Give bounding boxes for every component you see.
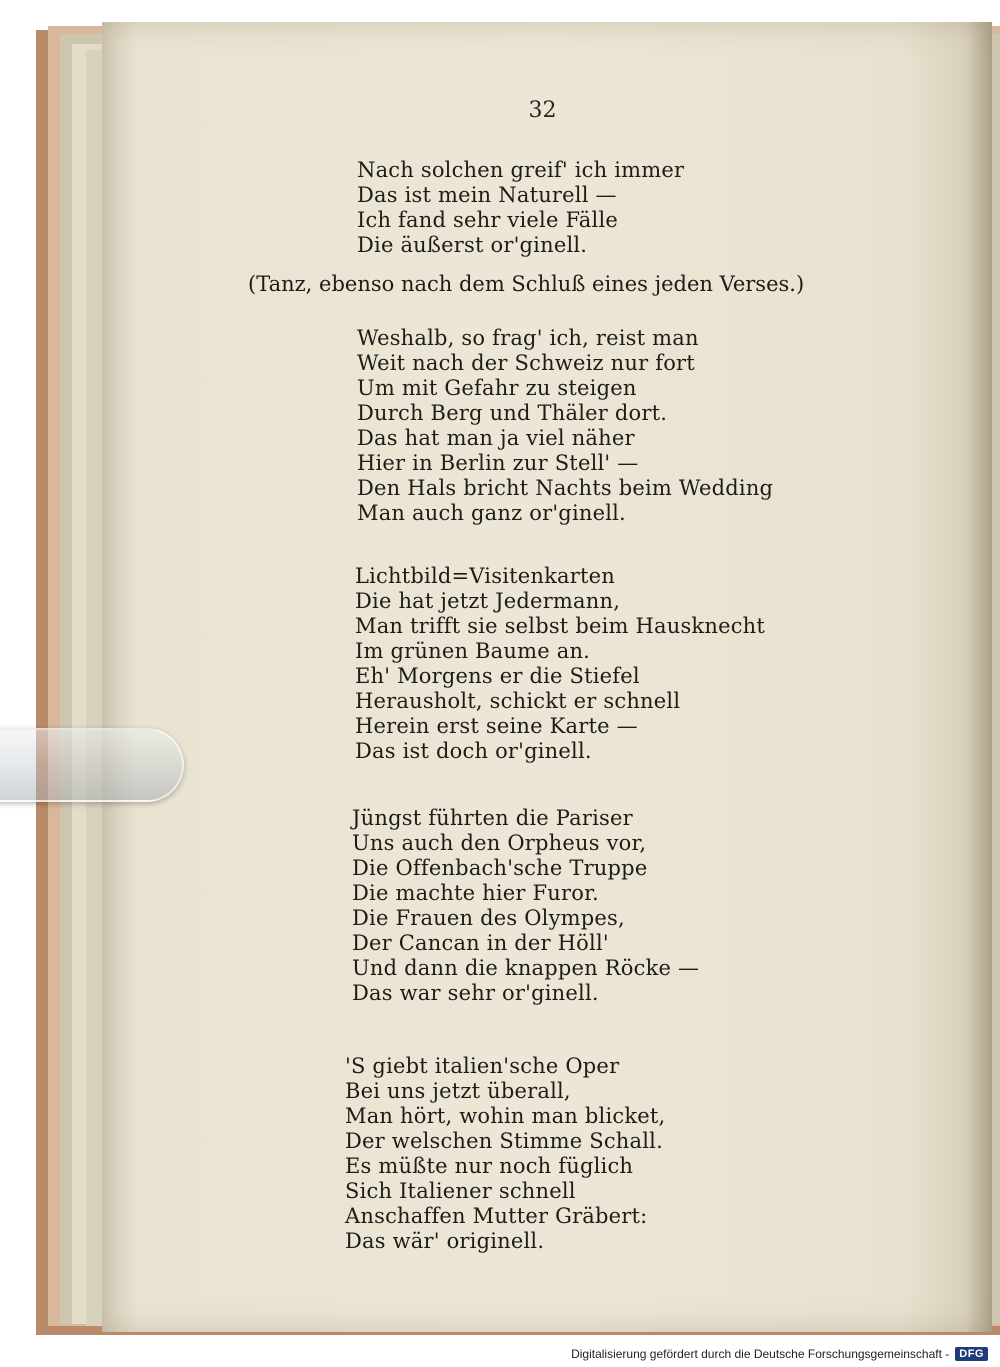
verse-line: Im grünen Baume an. [355,639,591,663]
verse-line: Lichtbild=Visitenkarten [355,564,615,588]
verse-line: 'S giebt italien'sche Oper [345,1054,620,1078]
verse-line: Durch Berg und Thäler dort. [357,401,668,425]
verse-line: Das war sehr or'ginell. [352,981,599,1005]
verse-line: Herausholt, schickt er schnell [355,689,681,713]
verse-line: Das wär' originell. [345,1229,545,1253]
verse-line: Bei uns jetzt überall, [345,1079,571,1103]
verse-line: Man trifft sie selbst beim Hausknecht [355,614,766,638]
verse-line: Weshalb, so frag' ich, reist man [357,326,699,350]
verse-line: Man auch ganz or'ginell. [357,501,626,525]
verse-line: Und dann die knappen Röcke — [352,956,700,980]
stanza-3 [355,564,765,764]
verse-line: Der welschen Stimme Schall. [345,1129,663,1153]
verse-line: Sich Italiener schnell [345,1179,576,1203]
verse-line: Die hat jetzt Jedermann, [355,589,621,613]
page-gutter [966,22,992,1332]
verse-line: Jüngst führten die Pariser [352,806,633,830]
stage-direction: (Tanz, ebenso nach dem Schluß eines jeden Verses.) [248,272,805,296]
verse-line: Weit nach der Schweiz nur fort [357,351,695,375]
verse-line: Das hat man ja viel näher [357,426,635,450]
verse-line: Man hört, wohin man blicket, [345,1104,666,1128]
verse-line: Die Offenbach'sche Truppe [352,856,648,880]
verse-line: Die machte hier Furor. [352,881,599,905]
page-number: 32 [528,98,557,123]
stanza-1 [357,158,684,258]
verse-line: Anschaffen Mutter Gräbert: [345,1204,648,1228]
stanza-5 [345,1054,665,1254]
stanza-4 [352,806,699,1006]
page-clip [0,728,184,802]
digitization-footer [571,1347,988,1361]
verse-line: Um mit Gefahr zu steigen [357,376,637,400]
verse-line: Das ist mein Naturell — [357,183,617,207]
verse-line: Nach solchen greif' ich immer [357,158,685,182]
dfg-logo: DFG [955,1347,988,1361]
verse-line: Uns auch den Orpheus vor, [352,831,647,855]
verse-line: Es müßte nur noch füglich [345,1154,634,1178]
verse-line: Der Cancan in der Höll' [352,931,609,955]
stanza-2 [357,326,773,526]
verse-line: Das ist doch or'ginell. [355,739,592,763]
verse-line: Herein erst seine Karte — [355,714,638,738]
footer-text: Digitalisierung gefördert durch die Deutsche Forschungsgemeinschaft - [571,1347,950,1361]
verse-line: Eh' Morgens er die Stiefel [355,664,640,688]
verse-line: Die äußerst or'ginell. [357,233,588,257]
verse-line: Die Frauen des Olympes, [352,906,625,930]
verse-line: Hier in Berlin zur Stell' — [357,451,639,475]
verse-line: Den Hals bricht Nachts beim Wedding [357,476,774,500]
verse-line: Ich fand sehr viele Fälle [357,208,618,232]
